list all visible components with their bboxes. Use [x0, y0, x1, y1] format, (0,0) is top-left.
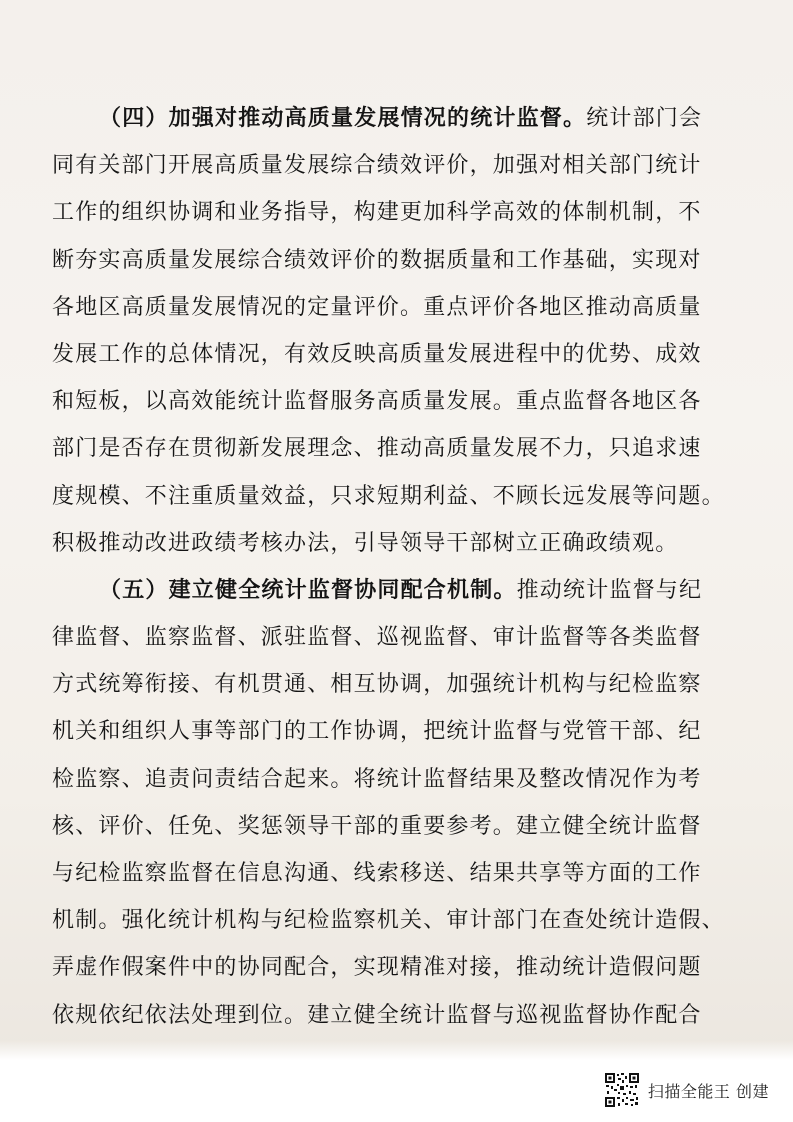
paragraph-line: 弄虚作假案件中的协同配合，实现精准对接，推动统计造假问题 [52, 955, 702, 981]
paragraph-line: 依规依纪依法处理到位。建立健全统计监督与巡视监督协作配合 [52, 1002, 702, 1028]
scanner-watermark [604, 1072, 769, 1108]
paragraph-line: 核、评价、任免、奖惩领导干部的重要参考。建立健全统计监督 [52, 813, 702, 839]
paragraph-line: 积极推动改进政绩考核办法，引导领导干部树立正确政绩观。 [52, 530, 679, 556]
paragraph-line: 部门是否存在贯彻新发展理念、推动高质量发展不力，只追求速 [52, 436, 702, 462]
paragraph-4-line-1 [52, 95, 752, 142]
paragraph-line: 度规模、不注重质量效益，只求短期利益、不顾长远发展等问题。 [52, 483, 725, 509]
paragraph-text: 统计部门会 [586, 106, 703, 131]
paragraph-line: 检监察、追责问责结合起来。将统计监督结果及整改情况作为考 [52, 766, 702, 792]
paragraph-line: 各地区高质量发展情况的定量评价。重点评价各地区推动高质量 [52, 294, 702, 320]
paragraph-line: 方式统筹衔接、有机贯通、相互协调，加强统计机构与纪检监察 [52, 672, 702, 698]
paragraph-line: 机关和组织人事等部门的工作协调，把统计监督与党管干部、纪 [52, 719, 702, 745]
paragraph-line: 机制。强化统计机构与纪检监察机关、审计部门在查处统计造假、 [52, 908, 725, 934]
watermark-text: 扫描全能王 创建 [647, 1081, 769, 1101]
document-body [52, 95, 752, 1039]
paragraph-line: 和短板，以高效能统计监督服务高质量发展。重点监督各地区各 [52, 389, 702, 415]
paragraph-line: 工作的组织协调和业务指导，构建更加科学高效的体制机制，不 [52, 200, 702, 226]
page-bottom-edge [0, 1040, 793, 1060]
qr-code-icon [604, 1072, 640, 1108]
paragraph-line: 同有关部门开展高质量发展综合绩效评价，加强对相关部门统计 [52, 153, 702, 179]
paragraph-line: 律监督、监察监督、派驻监督、巡视监督、审计监督等各类监督 [52, 625, 702, 651]
paragraph-text: 推动统计监督与纪 [516, 577, 703, 603]
paragraph-line: 断夯实高质量发展综合绩效评价的数据质量和工作基础，实现对 [52, 247, 702, 273]
paragraph-line: 发展工作的总体情况，有效反映高质量发展进程中的优势、成效 [52, 341, 702, 367]
paragraph-5-line-1 [52, 567, 752, 614]
section-heading-4: （四）加强对推动高质量发展情况的统计监督。 [99, 105, 587, 131]
section-heading-5: （五）建立健全统计监督协同配合机制。 [99, 576, 517, 603]
paragraph-line: 与纪检监察监督在信息沟通、线索移送、结果共享等方面的工作 [52, 861, 702, 886]
